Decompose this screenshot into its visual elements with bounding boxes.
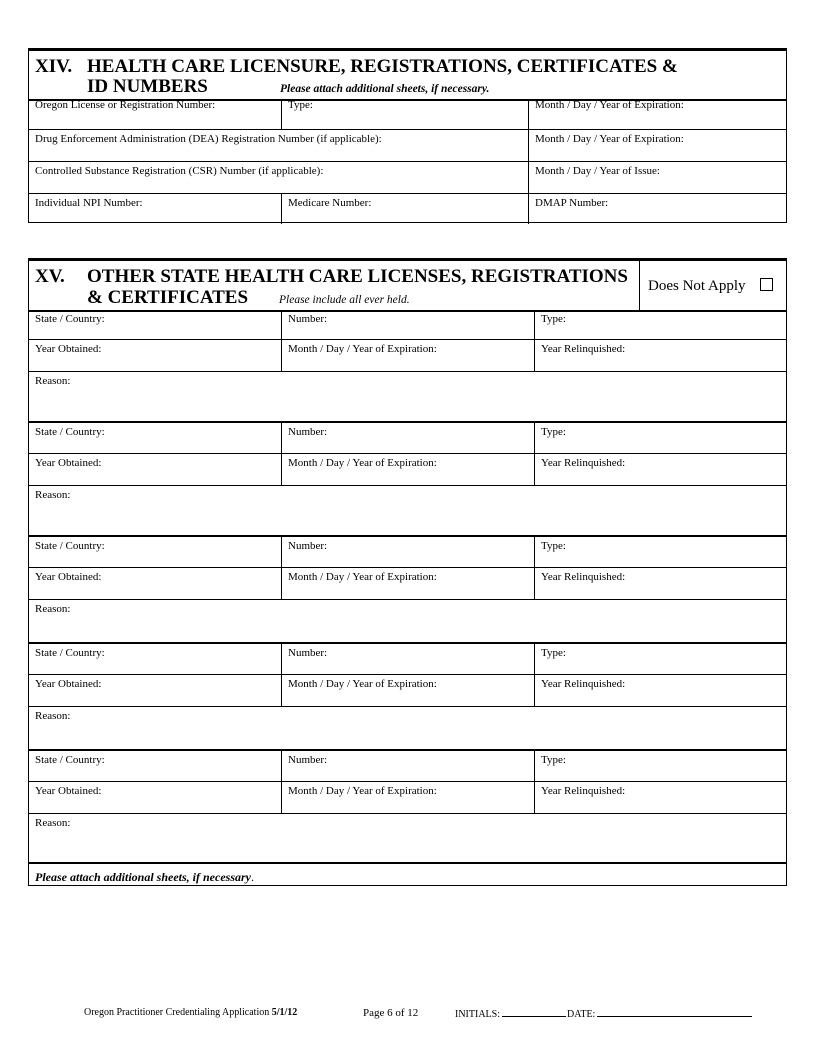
type-label: Type: [541, 540, 566, 552]
dea-expiration-field[interactable] [528, 130, 786, 161]
state-country-label: State / Country: [35, 647, 105, 659]
type-label: Type: [541, 754, 566, 766]
section-15-header [29, 261, 786, 312]
section-15-title-line2: & CERTIFICATES [87, 287, 249, 308]
footer-app-name: Oregon Practitioner Credentialing Application 5/1/12 [84, 1007, 298, 1018]
section-14-title-line2: ID NUMBERS [87, 76, 208, 97]
csr-issue-field[interactable] [528, 162, 786, 193]
does-not-apply-label: Does Not Apply [648, 278, 746, 294]
license-row [29, 99, 786, 130]
initials-line[interactable] [502, 1007, 566, 1017]
footer-page-number: Page 6 of 12 [363, 1007, 419, 1019]
entry-5-state-country-field[interactable] [29, 751, 281, 781]
year-relinquished-label: Year Relinquished: [541, 457, 626, 469]
entry-4-year-obtained-field[interactable] [29, 675, 281, 706]
expiration-label: Month / Day / Year of Expiration: [288, 457, 437, 469]
entry-3-year-relinquished-field[interactable] [534, 568, 786, 599]
does-not-apply-checkbox[interactable] [760, 278, 773, 291]
type-label: Type: [541, 647, 566, 659]
state-country-label: State / Country: [35, 754, 105, 766]
csr-row [29, 162, 786, 194]
entry-4-row-1 [29, 644, 786, 675]
state-country-label: State / Country: [35, 313, 105, 325]
entry-5-year-relinquished-field[interactable] [534, 782, 786, 813]
csr-number-label: Controlled Substance Registration (CSR) Number (if applicable): [35, 165, 324, 177]
year-obtained-label: Year Obtained: [35, 678, 102, 690]
entry-1-year-relinquished-field[interactable] [534, 340, 786, 371]
medicare-number-field[interactable] [281, 194, 528, 224]
number-label: Number: [288, 313, 328, 325]
section-15-footnote-row [29, 864, 786, 887]
entry-2-state-country-field[interactable] [29, 423, 281, 453]
oregon-license-label: Oregon License or Registration Number: [35, 99, 216, 111]
year-relinquished-label: Year Relinquished: [541, 678, 626, 690]
npi-number-label: Individual NPI Number: [35, 197, 143, 209]
entry-1-number-field[interactable] [281, 310, 534, 339]
state-country-label: State / Country: [35, 540, 105, 552]
entry-5-expiration-field[interactable] [281, 782, 534, 813]
license-type-field[interactable] [281, 99, 528, 129]
reason-label: Reason: [35, 817, 71, 829]
entry-2-year-relinquished-field[interactable] [534, 454, 786, 485]
entry-3-state-country-field[interactable] [29, 537, 281, 567]
state-country-label: State / Country: [35, 426, 105, 438]
entry-2-row-2 [29, 454, 786, 486]
number-label: Number: [288, 754, 328, 766]
expiration-label: Month / Day / Year of Expiration: [288, 785, 437, 797]
oregon-license-field[interactable] [29, 99, 281, 129]
entry-1-row-2 [29, 340, 786, 372]
entry-4-reason-field[interactable] [29, 707, 786, 751]
entry-3-reason-field[interactable] [29, 600, 786, 644]
entry-2-expiration-field[interactable] [281, 454, 534, 485]
entry-2-year-obtained-field[interactable] [29, 454, 281, 485]
section-15-note: Please include all ever held. [279, 294, 410, 306]
csr-issue-label: Month / Day / Year of Issue: [535, 165, 660, 177]
entry-3-year-obtained-field[interactable] [29, 568, 281, 599]
section-14-number: XIV. [35, 56, 73, 77]
entry-4-expiration-field[interactable] [281, 675, 534, 706]
number-label: Number: [288, 426, 328, 438]
dea-row [29, 130, 786, 162]
year-relinquished-label: Year Relinquished: [541, 571, 626, 583]
license-expiration-label: Month / Day / Year of Expiration: [535, 99, 684, 111]
section-14-title-line1: HEALTH CARE LICENSURE, REGISTRATIONS, CERTIFICATES & [87, 56, 678, 77]
npi-number-field[interactable] [29, 194, 281, 224]
entry-2-reason-field[interactable] [29, 486, 786, 537]
reason-label: Reason: [35, 489, 71, 501]
entry-1-expiration-field[interactable] [281, 340, 534, 371]
entry-1-type-field[interactable] [534, 310, 786, 339]
year-relinquished-label: Year Relinquished: [541, 785, 626, 797]
entry-1-row-1 [29, 310, 786, 340]
entry-1-year-obtained-field[interactable] [29, 340, 281, 371]
entry-4-year-relinquished-field[interactable] [534, 675, 786, 706]
year-obtained-label: Year Obtained: [35, 457, 102, 469]
dea-expiration-label: Month / Day / Year of Expiration: [535, 133, 684, 145]
footer-initials: INITIALS: [455, 1007, 566, 1021]
year-obtained-label: Year Obtained: [35, 571, 102, 583]
year-obtained-label: Year Obtained: [35, 785, 102, 797]
entry-3-row-2 [29, 568, 786, 600]
does-not-apply-box [639, 261, 786, 310]
id-numbers-row [29, 194, 786, 224]
entry-3-row-1 [29, 537, 786, 568]
entry-3-number-field[interactable] [281, 537, 534, 567]
entry-5-row-2 [29, 782, 786, 814]
reason-label: Reason: [35, 375, 71, 387]
entry-2-row-1 [29, 423, 786, 454]
entry-3-expiration-field[interactable] [281, 568, 534, 599]
entry-2-type-field[interactable] [534, 423, 786, 453]
footer-date: DATE: [567, 1007, 752, 1021]
csr-number-field[interactable] [29, 162, 528, 193]
entry-3-type-field[interactable] [534, 537, 786, 567]
reason-label: Reason: [35, 603, 71, 615]
number-label: Number: [288, 540, 328, 552]
medicare-number-label: Medicare Number: [288, 197, 372, 209]
number-label: Number: [288, 647, 328, 659]
entry-4-type-field[interactable] [534, 644, 786, 674]
entry-4-number-field[interactable] [281, 644, 534, 674]
type-label: Type: [541, 313, 566, 325]
section-14-note: Please attach additional sheets, if necessary. [280, 83, 490, 95]
reason-label: Reason: [35, 710, 71, 722]
entry-4-state-country-field[interactable] [29, 644, 281, 674]
entry-4-row-2 [29, 675, 786, 707]
section-15-title-line1: OTHER STATE HEALTH CARE LICENSES, REGISTRATIONS [87, 266, 628, 287]
entry-5-year-obtained-field[interactable] [29, 782, 281, 813]
expiration-label: Month / Day / Year of Expiration: [288, 343, 437, 355]
license-type-label: Type: [288, 99, 313, 111]
entry-5-row-1 [29, 751, 786, 782]
section-14-health-care-licensure [28, 48, 787, 223]
section-15-other-state-licenses [28, 258, 787, 886]
expiration-label: Month / Day / Year of Expiration: [288, 678, 437, 690]
year-obtained-label: Year Obtained: [35, 343, 102, 355]
entry-5-number-field[interactable] [281, 751, 534, 781]
year-relinquished-label: Year Relinquished: [541, 343, 626, 355]
entry-1-reason-field[interactable] [29, 372, 786, 423]
attach-sheets-note: Please attach additional sheets, if necessary. [35, 870, 254, 884]
dmap-number-field[interactable] [528, 194, 786, 224]
entry-5-type-field[interactable] [534, 751, 786, 781]
date-line[interactable] [597, 1007, 752, 1017]
section-15-number: XV. [35, 266, 65, 287]
type-label: Type: [541, 426, 566, 438]
entry-1-state-country-field[interactable] [29, 310, 281, 339]
dmap-number-label: DMAP Number: [535, 197, 609, 209]
expiration-label: Month / Day / Year of Expiration: [288, 571, 437, 583]
entry-5-reason-field[interactable] [29, 814, 786, 864]
dea-number-field[interactable] [29, 130, 528, 161]
license-expiration-field[interactable] [528, 99, 786, 129]
entry-2-number-field[interactable] [281, 423, 534, 453]
dea-number-label: Drug Enforcement Administration (DEA) Registration Number (if applicable): [35, 133, 382, 145]
section-14-header [29, 51, 786, 101]
